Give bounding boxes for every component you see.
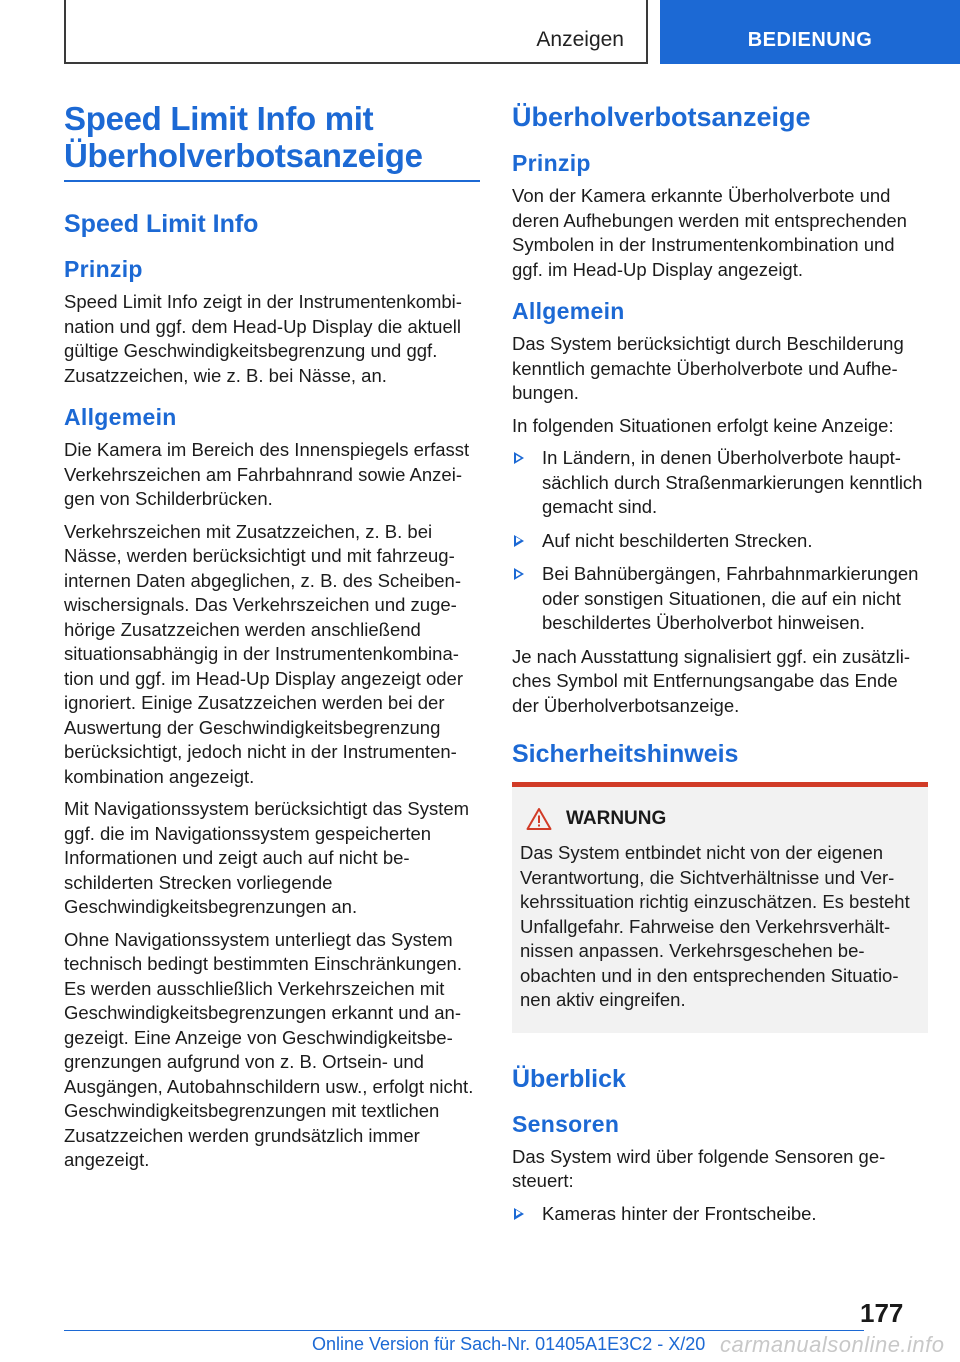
- bullet-triangle-icon: [514, 452, 524, 464]
- paragraph: Das System wird über folgende Sensoren gesteuert:: [512, 1145, 886, 1191]
- section-heading-ueberholverbot: Überholverbotsanzeige: [512, 102, 811, 132]
- left-column: [64, 100, 480, 1181]
- bullet-list: [512, 446, 928, 636]
- bullet-triangle-icon: [514, 535, 524, 547]
- subheading-prinzip: Prinzip: [512, 150, 591, 176]
- right-column: [512, 100, 928, 1235]
- paragraph: Ohne Navigationssystem unterliegt das System technisch bedingt bestimmten Einschränkungen. Es werden ausschließlich Verkehrszeichen mit Geschwindigkeitsbegrenzungen erkannt und angezeigt. Eine Anzeige von Geschwindigkeitsbegrenzungen aufgrund von z. B. Ortsein- und Ausgängen, Autobahnschildern usw., erfolgt nicht. Geschwindigkeitsbegrenzungen mit textlichen Zusatzzeichen werden grundsätzlich immer angezeigt.: [64, 928, 474, 1170]
- paragraph: Die Kamera im Bereich des Innenspiegels erfasst Verkehrszeichen am Fahrbahnrand sowie Anzeigen von Schilderbrücken.: [64, 439, 470, 509]
- bullet-triangle-icon: [514, 568, 524, 580]
- paragraph: Von der Kamera erkannte Überholverbote und deren Aufhebungen werden mit entsprechenden Symbolen in der Instrumentenkombination und ggf. im Head-Up Display angezeigt.: [512, 185, 907, 280]
- page-number: 177: [860, 1298, 904, 1328]
- section-heading-sicherheitshinweis: Sicherheitshinweis: [512, 740, 739, 768]
- header-section-badge: BEDIENUNG: [660, 0, 960, 64]
- subheading-allgemein: Allgemein: [512, 298, 625, 324]
- subheading-prinzip: Prinzip: [64, 256, 143, 282]
- list-item: [512, 529, 928, 554]
- paragraph: Verkehrszeichen mit Zusatzzeichen, z. B. bei Nässe, werden berücksichtigt und mit fahrzeuginternen Daten abgeglichen, z. B. des Scheibenwischersignals. Das Verkehrszeichen und zugehörige Zusatzzeichen werden anschließend situationsabhängig in der Instrumentenkombination und ggf. im Head-Up Display angezeigt oder ignoriert. Einige Zusatzzeichen werden bei der Auswertung der Geschwindigkeitsbegrenzung berücksichtigt, jedoch nicht in der Instrumentenkombination angezeigt.: [64, 520, 464, 787]
- header-chapter-label: Anzeigen: [536, 28, 624, 51]
- list-item: [512, 1202, 928, 1227]
- section-heading-ueberblick: Überblick: [512, 1064, 626, 1093]
- list-item-text: Bei Bahnübergängen, Fahrbahnmarkierungen oder sonstigen Situationen, die auf ein nicht beschildertes Überholverbot hinweisen.: [542, 563, 919, 633]
- paragraph: Mit Navigationssystem berücksichtigt das System ggf. die im Navigationssystem gespeicherten Informationen und zeigt auch auf nicht beschilderten Strecken vorliegende Geschwindigkeitsbegrenzungen an.: [64, 798, 470, 917]
- footer-online-version: Online Version für Sach-Nr. 01405A1E3C2 - X/20: [312, 1334, 706, 1354]
- bullet-triangle-icon: [514, 1208, 524, 1220]
- page-title: Speed Limit Info mit Überholverbotsanzeige: [64, 100, 480, 182]
- warning-triangle-icon: [526, 807, 552, 831]
- paragraph: Je nach Ausstattung signalisiert ggf. ein zusätzliches Symbol mit Entfernungsangabe das Ende der Überholverbotsanzeige.: [512, 645, 910, 716]
- paragraph: In folgenden Situationen erfolgt keine Anzeige:: [512, 414, 894, 436]
- paragraph: Das System berücksichtigt durch Beschilderung kenntlich gemachte Überholverbote und Aufhebungen.: [512, 333, 904, 403]
- list-item: [512, 562, 928, 636]
- section-heading-speed-limit-info: Speed Limit Info: [64, 210, 259, 238]
- warning-header: [520, 807, 920, 831]
- warning-text: Das System entbindet nicht von der eigenen Verantwortung, die Sichtverhältnisse und Verkehrssituation richtig einzuschätzen. Es besteht Unfallgefahr. Fahrweise den Verkehrsverhältnissen anpassen. Verkehrsgeschehen beobachten und in den entsprechenden Situationen aktiv eingreifen.: [520, 842, 910, 1010]
- list-item-text: Kameras hinter der Frontscheibe.: [542, 1202, 817, 1224]
- list-item: [512, 446, 928, 520]
- footer-divider: [64, 1330, 864, 1331]
- list-item-text: Auf nicht beschilderten Strecken.: [542, 529, 813, 551]
- subheading-sensoren: Sensoren: [512, 1110, 620, 1137]
- paragraph: Speed Limit Info zeigt in der Instrumentenkombination und ggf. dem Head-Up Display die aktuell gültige Geschwindigkeitsbegrenzung und ggf. Zusatzzeichen, wie z. B. bei Nässe, an.: [64, 291, 462, 386]
- subheading-allgemein: Allgemein: [64, 404, 177, 430]
- warning-box: [512, 782, 928, 1033]
- list-item-text: In Ländern, in denen Überholverbote hauptsächlich durch Straßenmarkierungen kenntlich gemacht sind.: [542, 447, 923, 517]
- warning-title: WARNUNG: [566, 808, 667, 829]
- watermark: carmanualsonline.info: [720, 1332, 945, 1357]
- bullet-list: [512, 1202, 928, 1227]
